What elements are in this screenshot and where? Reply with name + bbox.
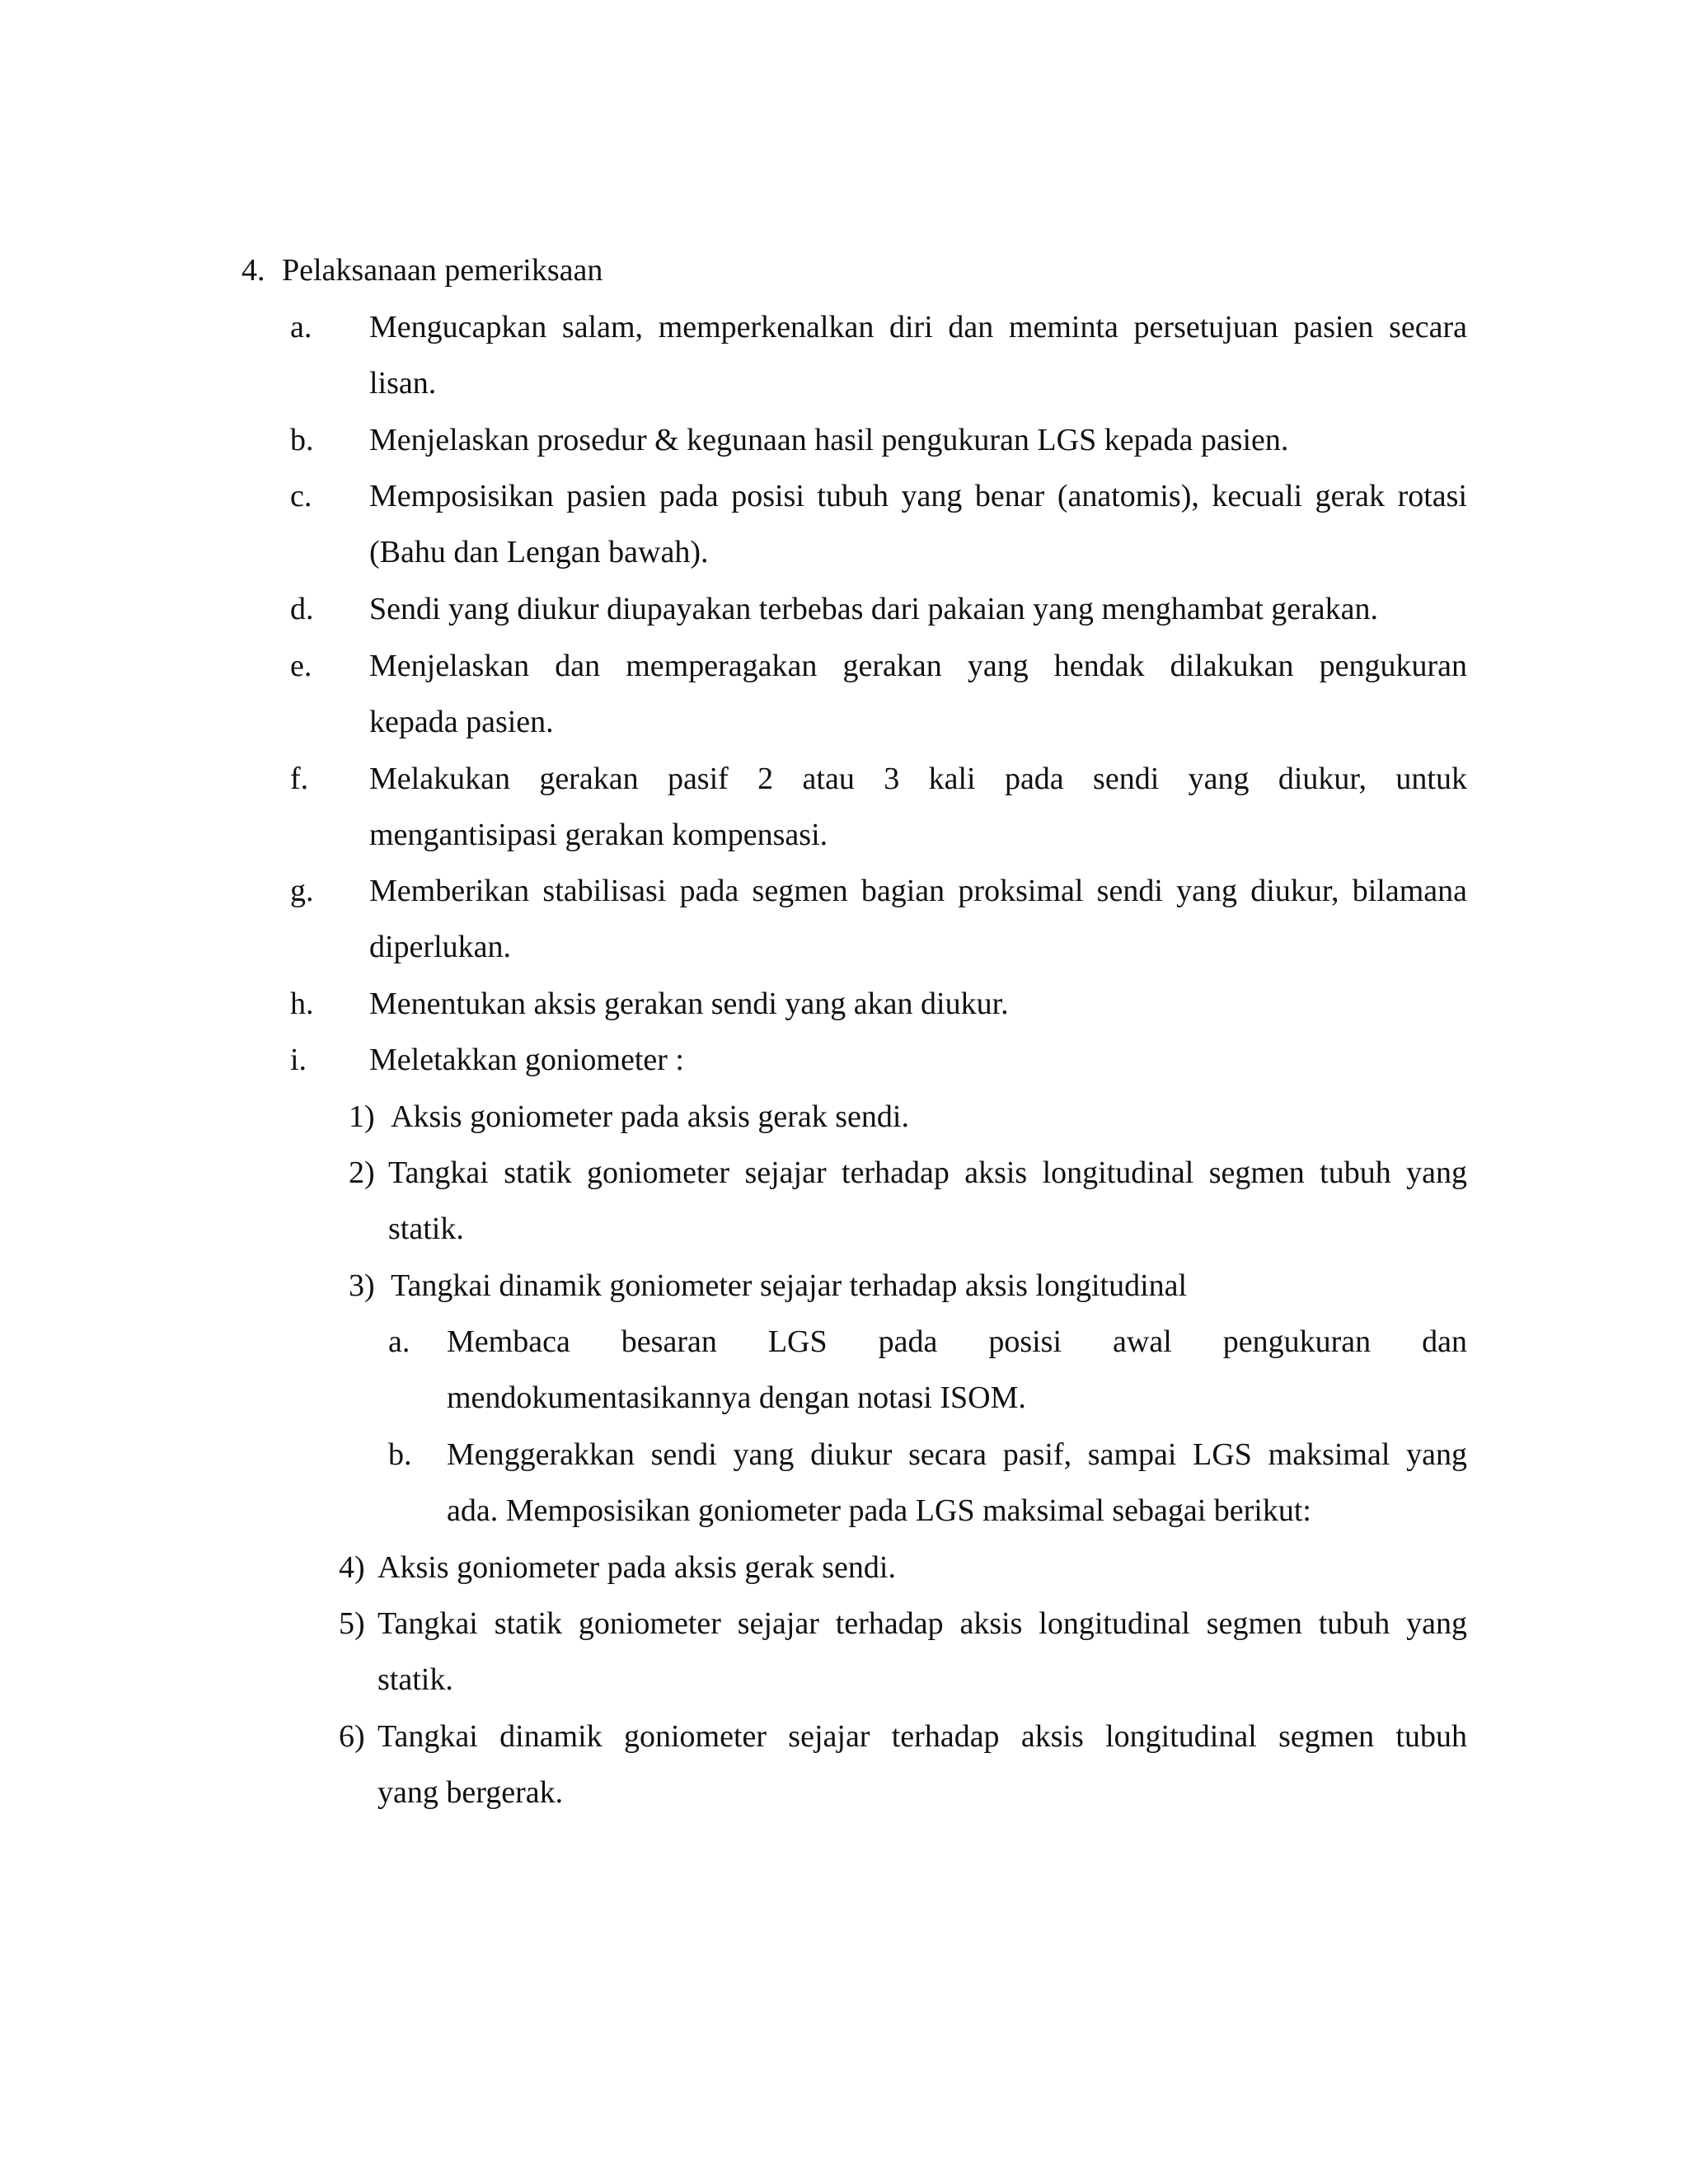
sub-sub-item-label-a: a.	[388, 1324, 410, 1359]
sub-sub-item-a-line-1: Membaca besaran LGS pada posisi awal pengukuran dan	[447, 1324, 1467, 1359]
sub-item-5-line-1: Tangkai statik goniometer sejajar terhadap aksis longitudinal segmen tubuh yang	[377, 1606, 1467, 1641]
sub-item-5-line-2: statik.	[377, 1662, 453, 1697]
item-label-e: e.	[290, 649, 312, 683]
item-label-a: a.	[290, 310, 312, 344]
sub-item-3-line-1: Tangkai dinamik goniometer sejajar terhadap aksis longitudinal	[391, 1268, 1188, 1303]
item-label-d: d.	[290, 592, 314, 626]
sub-item-label-3: 3)	[349, 1268, 375, 1303]
item-c-line-2: (Bahu dan Lengan bawah).	[369, 535, 709, 569]
item-label-f: f.	[290, 762, 309, 796]
sub-item-label-5: 5)	[339, 1606, 365, 1641]
item-a-line-2: lisan.	[369, 366, 437, 401]
item-h-line-1: Menentukan aksis gerakan sendi yang akan diukur.	[369, 987, 1009, 1021]
sub-item-6-line-2: yang bergerak.	[377, 1775, 564, 1810]
sub-item-label-1: 1)	[349, 1099, 375, 1134]
sub-sub-item-b-line-2: ada. Memposisikan goniometer pada LGS maksimal sebagai berikut:	[447, 1493, 1311, 1528]
sub-item-label-6: 6)	[339, 1719, 365, 1754]
sub-item-2-line-2: statik.	[388, 1212, 464, 1246]
item-e-line-2: kepada pasien.	[369, 705, 554, 739]
item-b-line-1: Menjelaskan prosedur & kegunaan hasil pengukuran LGS kepada pasien.	[369, 423, 1289, 457]
item-label-c: c.	[290, 479, 312, 513]
item-f-line-1: Melakukan gerakan pasif 2 atau 3 kali pada sendi yang diukur, untuk	[369, 762, 1467, 796]
item-i-line-1: Meletakkan goniometer :	[369, 1043, 684, 1077]
sub-item-4-line-1: Aksis goniometer pada aksis gerak sendi.	[377, 1550, 896, 1585]
item-c-line-1: Memposisikan pasien pada posisi tubuh yang benar (anatomis), kecuali gerak rotasi	[369, 479, 1467, 513]
item-a-line-1: Mengucapkan salam, memperkenalkan diri dan meminta persetujuan pasien secara	[369, 310, 1467, 344]
item-d-line-1: Sendi yang diukur diupayakan terbebas dari pakaian yang menghambat gerakan.	[369, 592, 1379, 626]
sub-sub-item-b-line-1: Menggerakkan sendi yang diukur secara pasif, sampai LGS maksimal yang	[447, 1437, 1467, 1472]
item-g-line-1: Memberikan stabilisasi pada segmen bagian proksimal sendi yang diukur, bilamana	[369, 874, 1467, 908]
sub-sub-item-a-line-2: mendokumentasikannya dengan notasi ISOM.	[447, 1380, 1026, 1415]
item-label-i: i.	[290, 1043, 307, 1077]
sub-item-2-line-1: Tangkai statik goniometer sejajar terhadap aksis longitudinal segmen tubuh yang	[388, 1155, 1467, 1190]
item-e-line-1: Menjelaskan dan memperagakan gerakan yang hendak dilakukan pengukuran	[369, 649, 1467, 683]
sub-item-1-line-1: Aksis goniometer pada aksis gerak sendi.	[391, 1099, 909, 1134]
item-g-line-2: diperlukan.	[369, 930, 512, 964]
section-number: 4.	[241, 253, 265, 288]
sub-item-label-2: 2)	[349, 1155, 375, 1190]
item-label-g: g.	[290, 874, 314, 908]
sub-sub-item-label-b: b.	[388, 1437, 412, 1472]
item-label-b: b.	[290, 423, 314, 457]
sub-item-6-line-1: Tangkai dinamik goniometer sejajar terhadap aksis longitudinal segmen tubuh	[377, 1719, 1467, 1754]
item-label-h: h.	[290, 987, 314, 1021]
item-f-line-2: mengantisipasi gerakan kompensasi.	[369, 818, 828, 852]
section-title: Pelaksanaan pemeriksaan	[282, 253, 603, 288]
sub-item-label-4: 4)	[339, 1550, 365, 1585]
